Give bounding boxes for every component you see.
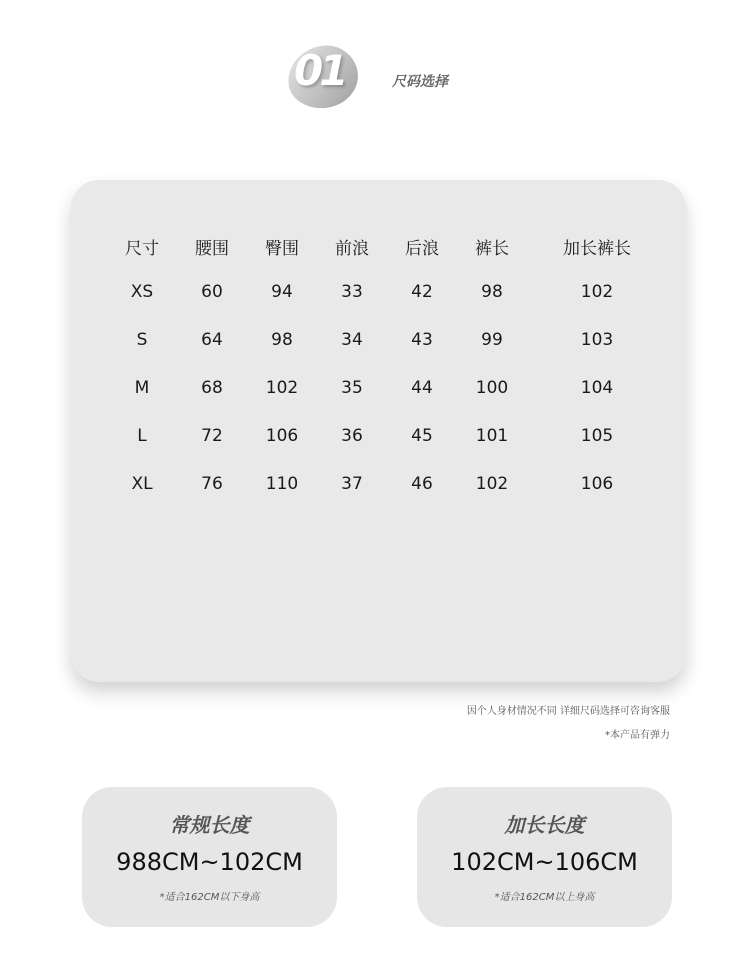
long-length-range: 102CM~106CM [451,848,638,876]
cell-front-rise: 37 [341,474,363,494]
table-row [107,412,667,460]
cell-hip: 110 [265,474,299,494]
cell-size: XL [131,474,153,494]
cell-back-rise: 46 [411,474,433,494]
regular-length-range: 988CM~102CM [116,848,303,876]
cell-size: L [137,426,147,446]
col-header-waist: 腰围 [195,238,229,259]
table-row [107,268,667,316]
size-table [107,224,667,508]
cell-hip: 106 [265,426,299,446]
cell-length: 98 [481,282,503,302]
section-title: 尺码选择 [392,74,448,90]
cell-waist: 68 [201,378,223,398]
cell-extended-length: 104 [580,378,614,398]
size-notes [467,700,670,748]
cell-size: M [134,378,150,398]
table-row [107,316,667,364]
cell-back-rise: 44 [411,378,433,398]
section-header [0,34,750,114]
cell-hip: 94 [271,282,293,302]
cell-length: 99 [481,330,503,350]
col-header-size: 尺寸 [125,238,159,259]
col-header-front-rise: 前浪 [335,238,369,259]
cell-back-rise: 43 [411,330,433,350]
cell-back-rise: 45 [411,426,433,446]
cell-extended-length: 105 [580,426,614,446]
col-header-hip: 臀围 [265,238,299,259]
cell-waist: 60 [201,282,223,302]
cell-waist: 72 [201,426,223,446]
cell-back-rise: 42 [411,282,433,302]
badge-number: 01 [294,46,345,95]
long-length-box [417,787,672,927]
cell-front-rise: 34 [341,330,363,350]
cell-front-rise: 35 [341,378,363,398]
cell-length: 101 [475,426,509,446]
cell-extended-length: 106 [580,474,614,494]
col-header-length: 裤长 [475,238,509,259]
cell-waist: 76 [201,474,223,494]
regular-length-box [82,787,337,927]
cell-extended-length: 103 [580,330,614,350]
note-consult: 因个人身材情况不同 详细尺码选择可咨询客服 [466,706,670,717]
cell-front-rise: 33 [341,282,363,302]
cell-length: 102 [475,474,509,494]
table-row [107,460,667,508]
col-header-back-rise: 后浪 [405,238,439,259]
cell-size: S [136,330,148,350]
long-length-note: *适合162CM以上身高 [494,892,595,903]
regular-length-title: 常规长度 [169,813,250,837]
table-row [107,364,667,412]
col-header-extended-length: 加长裤长 [563,238,631,259]
cell-waist: 64 [201,330,223,350]
cell-length: 100 [475,378,509,398]
cell-size: XS [130,282,154,302]
regular-length-note: *适合162CM以下身高 [159,892,260,903]
long-length-title: 加长长度 [504,813,585,837]
cell-hip: 98 [271,330,293,350]
cell-extended-length: 102 [580,282,614,302]
section-number-badge [288,38,362,112]
note-elastic: *本产品有弹力 [605,730,670,741]
cell-hip: 102 [265,378,299,398]
cell-front-rise: 36 [341,426,363,446]
table-header-row [107,224,667,268]
size-chart-card [71,180,686,682]
